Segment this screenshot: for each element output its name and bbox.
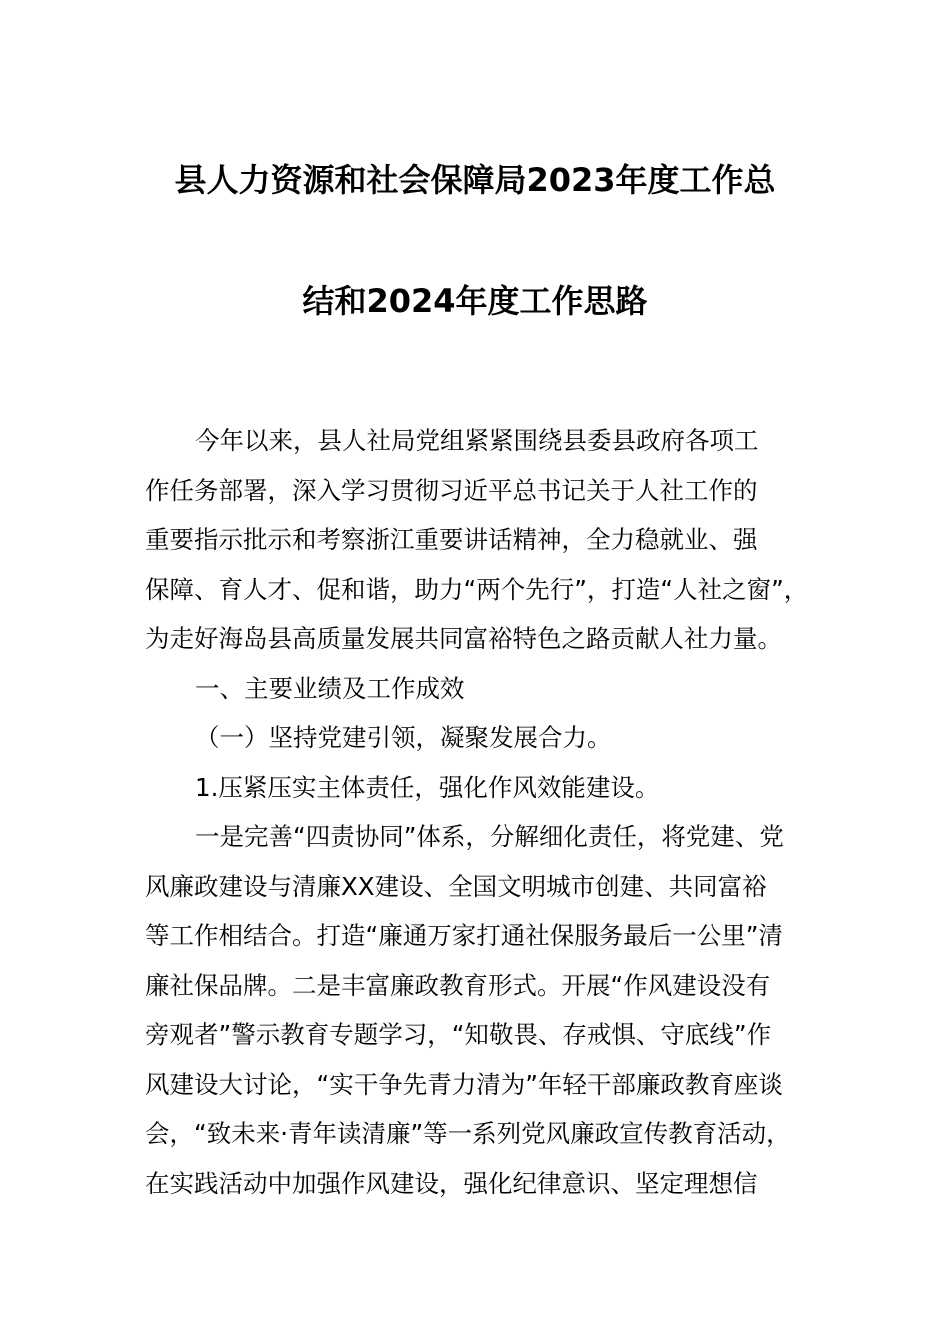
paragraph-line: 保障、育人才、促和谐，助力“两个先行”，打造“人社之窗”， xyxy=(145,574,809,604)
paragraph-line: 风建设大讨论，“实干争先青力清为”年轻干部廉政教育座谈 xyxy=(145,1069,783,1099)
subsection-heading: （一）坚持党建引领，凝聚发展合力。 xyxy=(195,723,612,752)
paragraph-line: 等工作相结合。打造“廉通万家打通社保服务最后一公里”清 xyxy=(145,921,783,950)
paragraph-line: 为走好海岛县高质量发展共同富裕特色之路贡献人社力量。 xyxy=(145,624,782,653)
section-heading: 一、主要业绩及工作成效 xyxy=(195,673,465,703)
document-body xyxy=(145,416,825,1208)
document-title-line-1: 县人力资源和社会保障局2023年度工作总 xyxy=(174,161,776,199)
paragraph-line: 会，“致未来·青年读清廉”等一系列党风廉政宣传教育活动， xyxy=(145,1119,791,1148)
paragraph-line: 一是完善“四责协同”体系，分解细化责任，将党建、党 xyxy=(195,822,784,851)
paragraph-line: 在实践活动中加强作风建设，强化纪律意识、坚定理想信 xyxy=(145,1168,758,1198)
paragraph-line: 廉社保品牌。二是丰富廉政教育形式。开展“作风建设没有 xyxy=(145,970,771,1000)
paragraph-line: 旁观者”警示教育专题学习，“知敬畏、存戒惧、守底线”作 xyxy=(145,1020,772,1049)
document-title-line-2: 结和2024年度工作思路 xyxy=(302,282,648,320)
item-heading: 1.压紧压实主体责任，强化作风效能建设。 xyxy=(195,772,660,802)
paragraph-line: 重要指示批示和考察浙江重要讲话精神，全力稳就业、强 xyxy=(145,525,758,554)
paragraph-line: 今年以来，县人社局党组紧紧围绕县委县政府各项工 xyxy=(195,426,759,455)
paragraph-line: 风廉政建设与清廉XX建设、全国文明城市创建、共同富裕 xyxy=(145,871,767,901)
paragraph-line: 作任务部署，深入学习贯彻习近平总书记关于人社工作的 xyxy=(145,475,758,505)
